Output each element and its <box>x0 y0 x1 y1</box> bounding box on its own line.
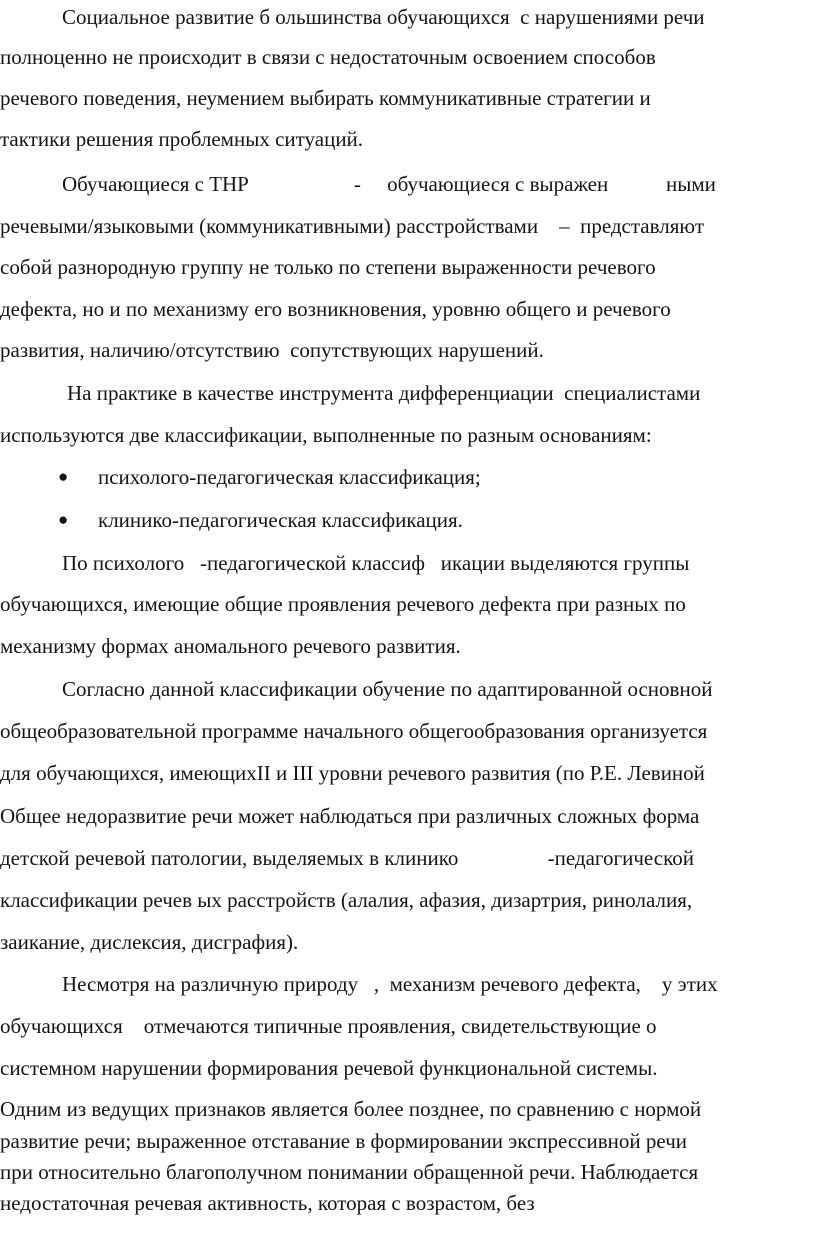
paragraph-5-line-7: заикание, дислексия, дисграфия). <box>0 930 299 954</box>
paragraph-2-line-3: собой разнородную группу не только по степени выраженности речевого <box>0 255 656 279</box>
paragraph-7-line-3: при относительно благополучном понимании обращенной речи. Наблюдается <box>0 1160 699 1184</box>
paragraph-1-line-1: Социальное развитие б ольшинства обучающихся с нарушениями речи <box>62 5 705 29</box>
bullet-icon: ● <box>58 467 69 486</box>
paragraph-5-line-3: для обучающихся, имеющихII и III уровни речевого развития (по Р.Е. Левиной <box>0 761 705 785</box>
paragraph-3-line-1: На практике в качестве инструмента дифференциации специалистами <box>67 381 701 405</box>
bullet-text: клинико-педагогическая классификация. <box>98 508 463 532</box>
paragraph-1-line-4: тактики решения проблемных ситуаций. <box>0 127 364 151</box>
paragraph-7-line-2: развитие речи; выраженное отставание в формировании экспрессивной речи <box>0 1129 688 1153</box>
paragraph-1-line-3: речевого поведения, неумением выбирать коммуникативные стратегии и <box>0 86 651 110</box>
paragraph-6-line-1: Несмотря на различную природу , механизм речевого дефекта, у этих <box>62 972 718 996</box>
paragraph-1-line-2: полноценно не происходит в связи с недостаточным освоением способов <box>0 45 656 69</box>
paragraph-6-line-2: обучающихся отмечаются типичные проявления, свидетельствующие о <box>0 1014 657 1038</box>
bullet-text: психолого-педагогическая классификация; <box>98 465 481 489</box>
paragraph-4-line-3: механизму формах аномального речевого развития. <box>0 634 461 658</box>
paragraph-2-line-4: дефекта, но и по механизму его возникновения, уровню общего и речевого <box>0 297 671 321</box>
paragraph-5-line-4: Общее недоразвитие речи может наблюдаться при различных сложных форма <box>0 804 700 828</box>
paragraph-5-line-1: Согласно данной классификации обучение по адаптированной основной <box>62 677 713 701</box>
paragraph-2-line-2: речевыми/языковыми (коммуникативными) расстройствами – представляют <box>0 214 704 238</box>
paragraph-2-line-1: Обучающиеся с ТНР - обучающиеся с выражен ными <box>62 172 716 196</box>
paragraph-7-line-4: недостаточная речевая активность, которая с возрастом, без <box>0 1191 535 1215</box>
paragraph-4-line-1: По психолого -педагогической классиф икации выделяются группы <box>62 551 690 575</box>
paragraph-6-line-3: системном нарушении формирования речевой функциональной системы. <box>0 1056 658 1080</box>
paragraph-7-line-1: Одним из ведущих признаков является более позднее, по сравнению с нормой <box>0 1097 702 1121</box>
paragraph-5-line-6: классификации речев ых расстройств (алалия, афазия, дизартрия, ринолалия, <box>0 888 693 912</box>
paragraph-5-line-2: общеобразовательной программе начального общегообразования организуется <box>0 719 708 743</box>
bullet-icon: ● <box>58 510 69 529</box>
paragraph-5-line-5: детской речевой патологии, выделяемых в клинико -педагогической <box>0 846 694 870</box>
paragraph-4-line-2: обучающихся, имеющие общие проявления речевого дефекта при разных по <box>0 592 686 616</box>
paragraph-2-line-5: развития, наличию/отсутствию сопутствующих нарушений. <box>0 338 544 362</box>
paragraph-3-line-2: используются две классификации, выполненные по разным основаниям: <box>0 423 652 447</box>
